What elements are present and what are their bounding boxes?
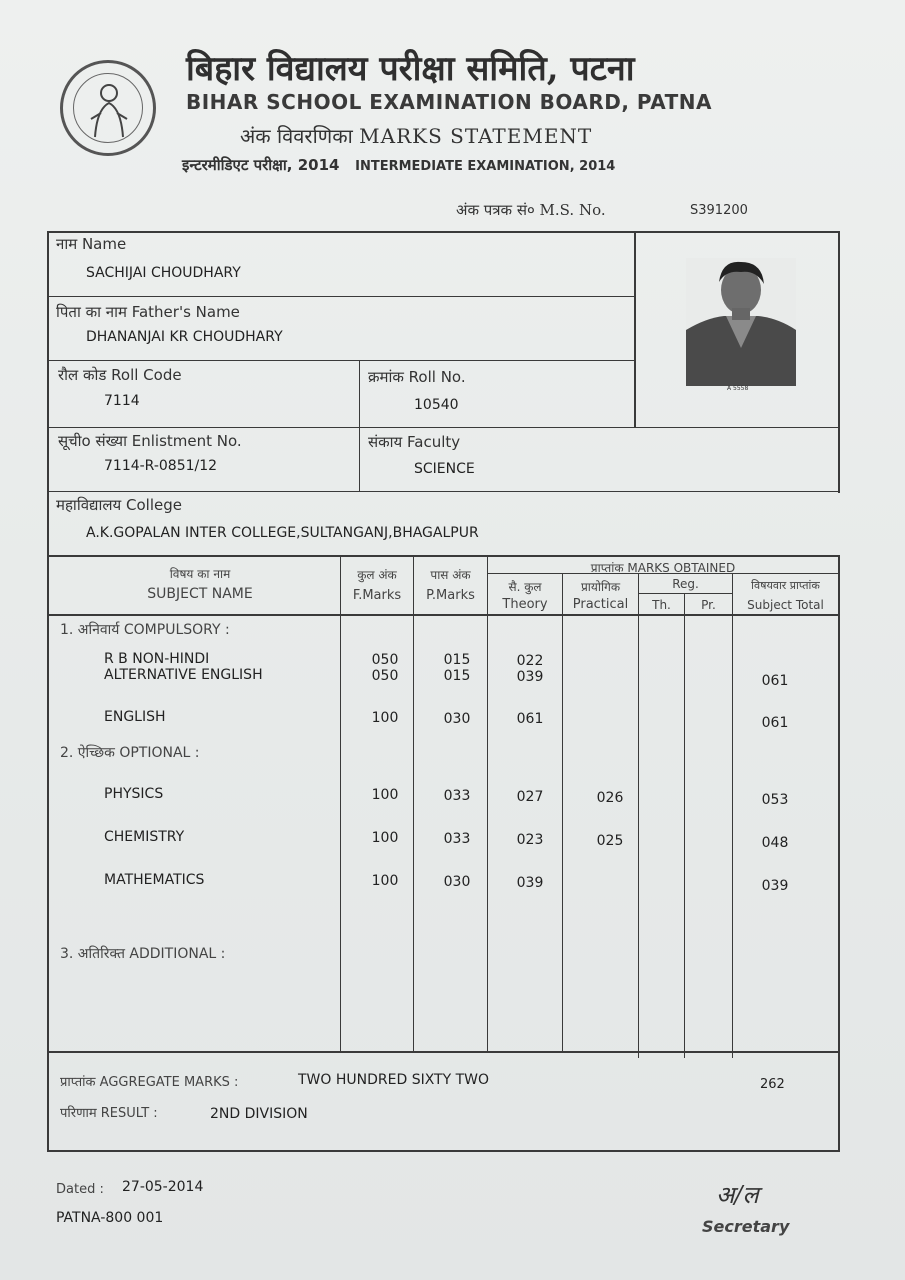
aggregate-words: TWO HUNDRED SIXTY TWO bbox=[298, 1072, 490, 1088]
pass-marks: 033 bbox=[443, 831, 471, 847]
secretary-signature: अ/ल bbox=[716, 1181, 759, 1209]
board-title-hindi: बिहार विद्यालय परीक्षा समिति, पटना bbox=[186, 49, 635, 89]
roll-no: 10540 bbox=[414, 397, 459, 413]
name-label: नाम Name bbox=[56, 235, 127, 253]
subject-total: 039 bbox=[761, 878, 789, 894]
section-optional: 2. ऐच्छिक OPTIONAL : bbox=[60, 745, 200, 761]
subject-total: 061 bbox=[761, 673, 789, 689]
practical-marks: 026 bbox=[596, 790, 624, 806]
subject-head-english: SUBJECT NAME bbox=[147, 586, 253, 602]
pr-head: Pr. bbox=[701, 598, 716, 612]
roll-code-label: रौल कोड Roll Code bbox=[58, 366, 182, 384]
subject-total: 061 bbox=[761, 715, 789, 731]
theory-head-hindi: सै. कुल bbox=[508, 580, 542, 594]
section-compulsory: 1. अनिवार्य COMPULSORY : bbox=[60, 622, 230, 638]
subtitle-hindi: अंक विवरणिका bbox=[240, 124, 353, 148]
board-seal bbox=[60, 60, 156, 156]
result-value: 2ND DIVISION bbox=[210, 1106, 308, 1122]
subject-name: MATHEMATICS bbox=[104, 872, 205, 888]
exam-hindi: इन्टरमीडिएट परीक्षा, 2014 bbox=[182, 156, 340, 174]
subject-name: PHYSICS bbox=[104, 786, 164, 802]
pass-marks: 030 bbox=[443, 874, 471, 890]
pass-marks: 033 bbox=[443, 788, 471, 804]
college-name: A.K.GOPALAN INTER COLLEGE,SULTANGANJ,BHAGALPUR bbox=[86, 525, 479, 541]
aggregate-label: प्राप्तांक AGGREGATE MARKS : bbox=[60, 1075, 239, 1090]
subject-total-head-hindi: विषयवार प्राप्तांक bbox=[751, 579, 820, 592]
theory-head: Theory bbox=[502, 597, 548, 612]
enlistment-no: 7114-R-0851/12 bbox=[104, 458, 218, 474]
section-additional: 3. अतिरिक्त ADDITIONAL : bbox=[60, 946, 226, 962]
father-name-label: पिता का नाम Father's Name bbox=[56, 303, 240, 321]
exam-title bbox=[182, 155, 615, 175]
subject-total: 053 bbox=[761, 792, 789, 808]
full-marks: 100 bbox=[371, 787, 399, 803]
place: PATNA-800 001 bbox=[56, 1210, 164, 1226]
ms-no-value: S391200 bbox=[690, 203, 748, 218]
marks-obtained-head: प्राप्तांक MARKS OBTAINED bbox=[590, 561, 736, 575]
ms-no-label: अंक पत्रक सं० M.S. No. bbox=[456, 201, 606, 219]
pmarks-head: P.Marks bbox=[426, 588, 475, 603]
full-marks: 100 bbox=[371, 830, 399, 846]
dated-label: Dated : bbox=[56, 1182, 104, 1197]
student-photo bbox=[686, 258, 796, 386]
theory-marks: 061 bbox=[516, 711, 544, 727]
subject-name: ENGLISH bbox=[104, 709, 166, 725]
theory-marks: 027 bbox=[516, 789, 544, 805]
subject-total: 048 bbox=[761, 835, 789, 851]
student-name: SACHIJAI CHOUDHARY bbox=[86, 265, 241, 281]
subject-name: ALTERNATIVE ENGLISH bbox=[104, 667, 263, 683]
fmarks-head: F.Marks bbox=[352, 588, 402, 603]
faculty-label: संकाय Faculty bbox=[368, 433, 461, 451]
exam-english: INTERMEDIATE EXAMINATION, 2014 bbox=[355, 159, 616, 174]
practical-head-hindi: प्रायोगिक bbox=[580, 580, 621, 594]
roll-no-label: क्रमांक Roll No. bbox=[368, 368, 466, 386]
photo-caption: A 5558 bbox=[727, 385, 749, 392]
practical-marks: 025 bbox=[596, 833, 624, 849]
roll-code: 7114 bbox=[104, 393, 140, 409]
board-title-english: BIHAR SCHOOL EXAMINATION BOARD, PATNA bbox=[186, 90, 713, 114]
full-marks: 050 bbox=[371, 668, 399, 684]
father-name: DHANANJAI KR CHOUDHARY bbox=[86, 329, 283, 345]
full-marks: 100 bbox=[371, 873, 399, 889]
practical-head: Practical bbox=[572, 597, 629, 612]
subject-total-head: Subject Total bbox=[747, 598, 824, 612]
college-label: महाविद्यालय College bbox=[56, 496, 182, 514]
document-subtitle bbox=[240, 122, 592, 149]
subject-name: R B NON-HINDI bbox=[104, 651, 210, 667]
aggregate-marks: 262 bbox=[760, 1077, 785, 1092]
pmarks-head-hindi: पास अंक bbox=[430, 568, 471, 582]
full-marks: 050 bbox=[371, 652, 399, 668]
theory-marks: 023 bbox=[516, 832, 544, 848]
th-head: Th. bbox=[652, 598, 671, 612]
secretary-label: Secretary bbox=[702, 1217, 790, 1236]
subject-head-hindi: विषय का नाम bbox=[169, 567, 231, 581]
faculty: SCIENCE bbox=[414, 461, 475, 477]
theory-marks: 022 bbox=[516, 653, 544, 669]
result-label: परिणाम RESULT : bbox=[60, 1106, 158, 1121]
theory-marks: 039 bbox=[516, 669, 544, 685]
pass-marks: 030 bbox=[443, 711, 471, 727]
full-marks: 100 bbox=[371, 710, 399, 726]
pass-marks: 015 bbox=[443, 652, 471, 668]
theory-marks: 039 bbox=[516, 875, 544, 891]
seal-figure-icon bbox=[81, 79, 137, 139]
enlistment-label: सूचीo संख्या Enlistment No. bbox=[58, 432, 242, 450]
issue-date: 27-05-2014 bbox=[122, 1179, 204, 1195]
pass-marks: 015 bbox=[443, 668, 471, 684]
reg-head: Reg. bbox=[672, 577, 699, 591]
subtitle-english: MARKS STATEMENT bbox=[359, 124, 593, 148]
fmarks-head-hindi: कुल अंक bbox=[357, 568, 397, 582]
subject-name: CHEMISTRY bbox=[104, 829, 185, 845]
